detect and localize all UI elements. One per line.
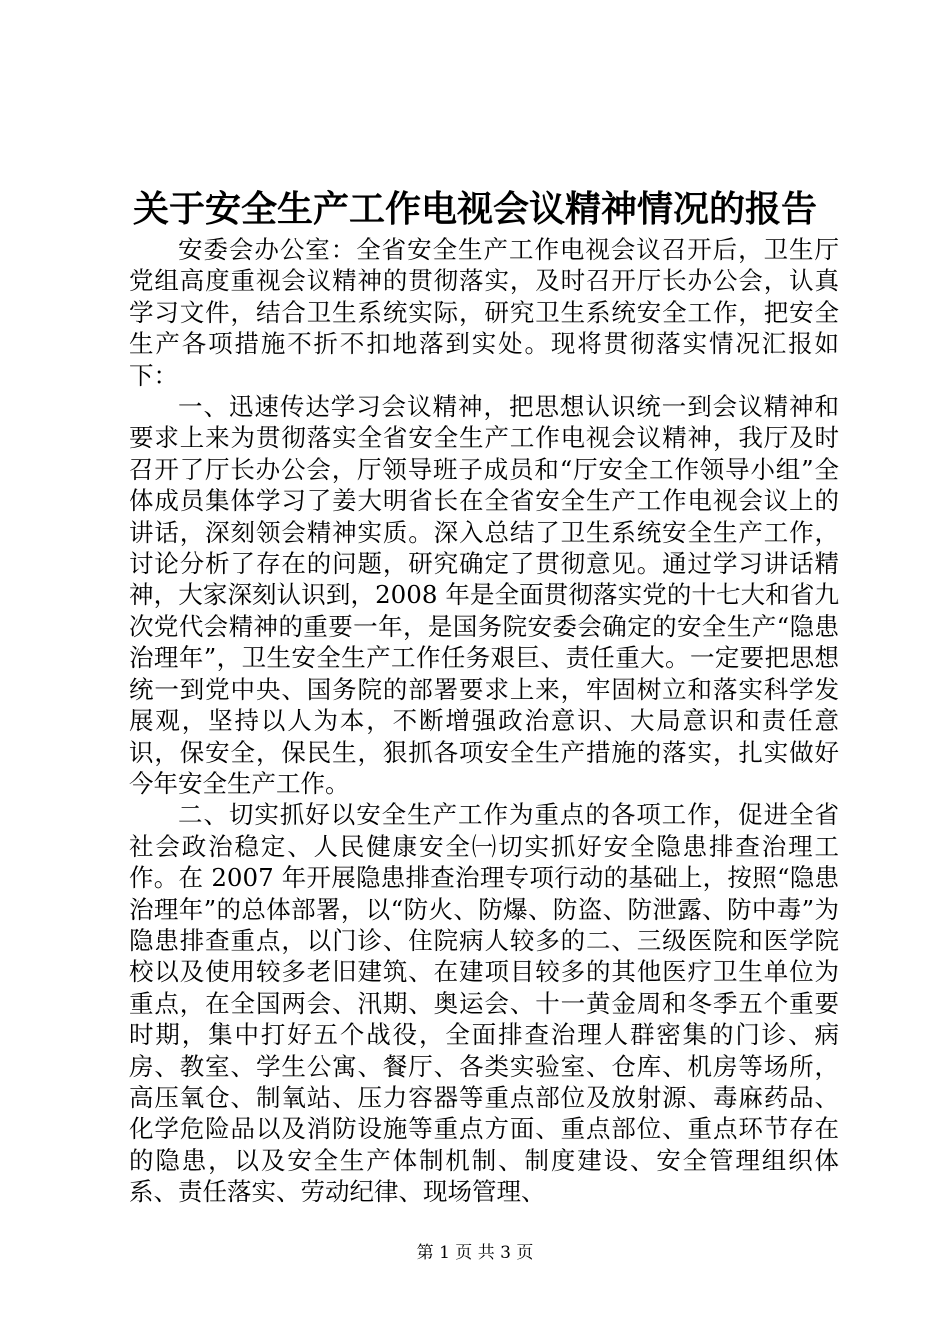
page-number: 第 1 页 共 3 页 — [416, 1243, 534, 1263]
page-footer — [0, 1242, 950, 1264]
document-title: 关于安全生产工作电视会议精神情况的报告 — [132, 188, 817, 230]
paragraph-section-one: 一、迅速传达学习会议精神，把思想认识统一到会议精神和要求上来为贯彻落实全省安全生产工作电视会议精神，我厅及时召开了厅长办公会，厅领导班子成员和“厅安全工作领导小组”全体成员集体学习了姜大明省长在全省安全生产工作电视会议上的讲话，深刻领会精神实质。深入总结了卫生系统安全生产工作，讨论分析了存在的问题，研究确定了贯彻意见。通过学习讲话精神，大家深刻认识到，2008 年是全面贯彻落实党的十七大和省九次党代会精神的重要一年，是国务院安委会确定的安全生产“隐患治理年”，卫生安全生产工作任务艰巨、责任重大。一定要把思想统一到党中央、国务院的部署要求上来，牢固树立和落实科学发展观，坚持以人为本，不断增强政治意识、大局意识和责任意识，保安全，保民生，狠抓各项安全生产措施的落实，扎实做好今年安全生产工作。 — [129, 392, 839, 798]
paragraph-intro: 安委会办公室：全省安全生产工作电视会议召开后，卫生厅党组高度重视会议精神的贯彻落实，及时召开厅长办公会，认真学习文件，结合卫生系统实际，研究卫生系统安全工作，把安全生产各项措施不折不扣地落到实处。现将贯彻落实情况汇报如下： — [129, 235, 839, 390]
paragraph-section-two: 二、切实抓好以安全生产工作为重点的各项工作，促进全省社会政治稳定、人民健康安全㈠切实抓好安全隐患排查治理工作。在 2007 年开展隐患排查治理专项行动的基础上，按照“隐患治理年”的总体部署，以“防火、防爆、防盗、防泄露、防中毒”为隐患排查重点，以门诊、住院病人较多的二、三级医院和医学院校以及使用较多老旧建筑、在建项目较多的其他医疗卫生单位为重点，在全国两会、汛期、奥运会、十一黄金周和冬季五个重要时期，集中打好五个战役，全面排查治理人群密集的门诊、病房、教室、学生公寓、餐厅、各类实验室、仓库、机房等场所，高压氧仓、制氧站、压力容器等重点部位及放射源、毒麻药品、化学危险品以及消防设施等重点方面、重点部位、重点环节存在的隐患，以及安全生产体制机制、制度建设、安全管理组织体系、责任落实、劳动纪律、现场管理、 — [129, 800, 839, 1207]
document-body — [129, 234, 839, 1208]
